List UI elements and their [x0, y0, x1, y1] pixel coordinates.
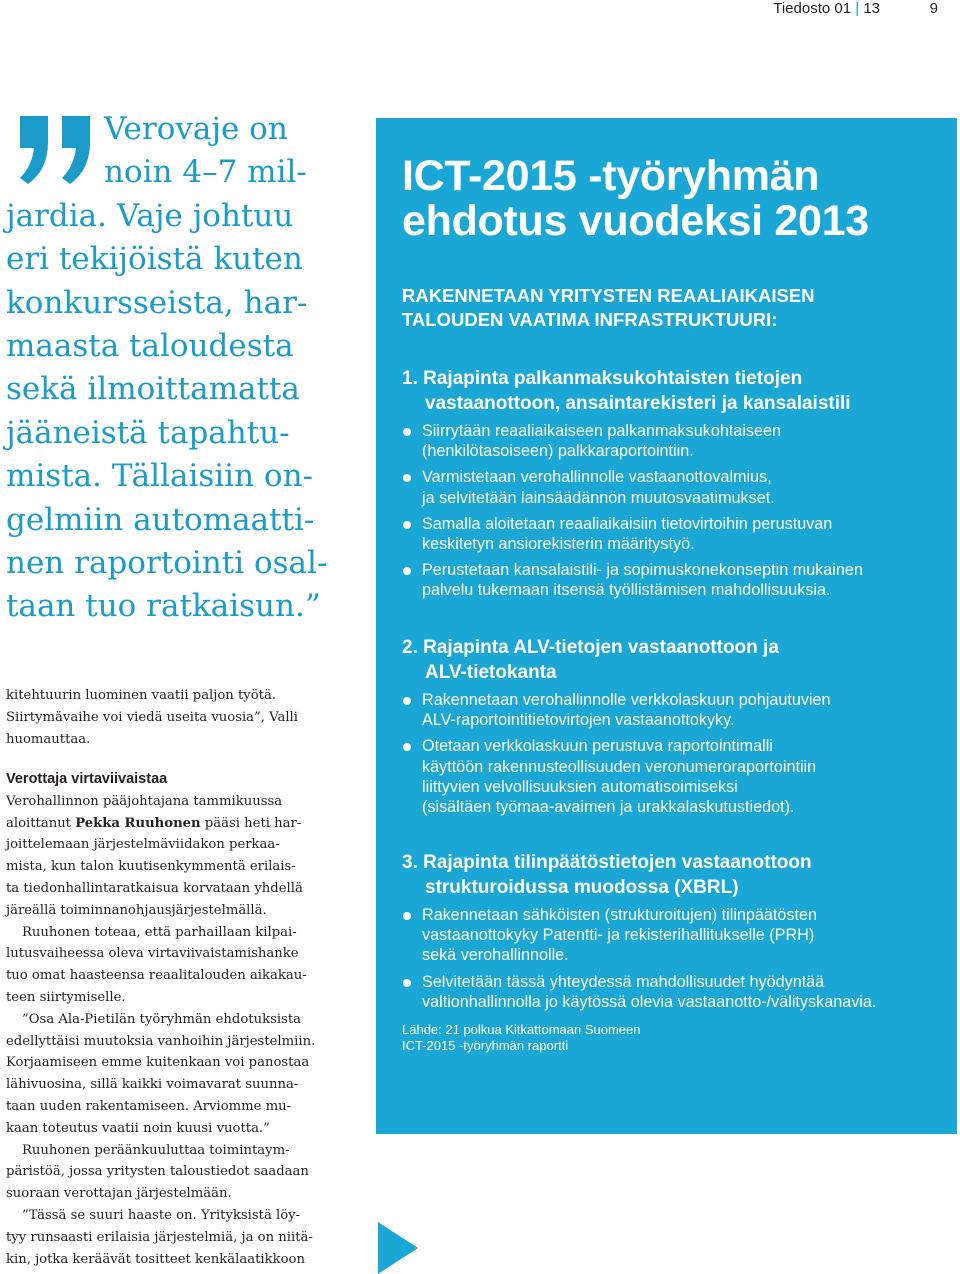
pull-quote-line: konkursseista, har-	[6, 284, 308, 321]
bullet-dot-icon	[403, 912, 411, 920]
bullet-line: Selvitetään tässä yhteydessä mahdollisuudet hyödyntää	[422, 972, 825, 991]
pull-quote-line: eri tekijöistä kuten	[6, 241, 303, 278]
bullet-line: liittyvien velvollisuuksien automatisoimiseksi	[422, 777, 738, 796]
pull-quote-line: maasta taloudesta	[6, 328, 294, 365]
section-heading-line: 1. Rajapinta palkanmaksukohtaisten tietojen	[402, 368, 803, 389]
section-heading-line: 3. Rajapinta tilinpäätöstietojen vastaanottoon	[402, 852, 812, 873]
bullet-line: käyttöön rakennusteollisuuden veronumeroraportointiin	[422, 757, 817, 776]
bullet-item	[402, 467, 952, 507]
proposal-section-3	[402, 850, 952, 1018]
pull-quote-line: sekä ilmoittamatta	[6, 371, 300, 408]
publication-issue: Tiedosto 01 | 13	[773, 0, 880, 17]
bullet-line: Otetaan verkkolaskuun perustuva raportointimalli	[422, 737, 773, 756]
proposal-section-2	[402, 635, 952, 823]
bullet-item	[402, 972, 952, 1012]
article-line: Ruuhonen toteaa, että parhaillaan kilpai-	[22, 924, 297, 940]
bullet-item	[402, 514, 952, 554]
bullet-line: (sisältäen työmaa-avaimen ja urakkalaskutustiedot).	[422, 798, 795, 817]
section-heading-line: strukturoidussa muodossa (XBRL)	[425, 877, 739, 898]
bullet-line: Varmistetaan verohallinnolle vastaanottovalmius,	[422, 468, 772, 487]
bullet-dot-icon	[403, 521, 411, 529]
bullet-item	[402, 560, 952, 600]
bullet-line: Siirrytään reaaliaikaiseen palkanmaksukohtaiseen	[422, 422, 782, 440]
article-line: ”Tässä se suuri haaste on. Yrityksistä löy-	[22, 1207, 301, 1223]
bullet-line: Rakennetaan verohallinnolle verkkolaskuun pohjautuvien	[422, 691, 831, 709]
subheading: Verottaja virtaviivaistaa	[6, 771, 168, 787]
article-line: Korjaamiseen emme kuitenkaan voi panostaa	[6, 1055, 310, 1071]
article-line: tyy runsaasti erilaisia järjestelmiä, ja on niitä-	[6, 1229, 313, 1245]
box-title: ICT-2015 -työryhmän ehdotus vuodeksi 2013	[402, 152, 869, 245]
bullet-line: valtionhallinnolla jo käytössä olevia vastaanotto-/välityskanavia.	[422, 992, 877, 1011]
article-body	[6, 791, 316, 1271]
play-arrow-icon	[378, 1222, 418, 1274]
bullet-line: vastaanottokyky Patentti- ja rekisterihallitukselle (PRH)	[422, 926, 815, 945]
pull-quote-line: Verovaje on	[104, 111, 288, 147]
box-subtitle: RAKENNETAAN YRITYSTEN REAALIAIKAISEN TALOUDEN VAATIMA INFRASTRUKTUURI:	[402, 285, 815, 330]
pull-quote-line: jääneistä tapahtu-	[6, 414, 290, 451]
article-line: lähivuosina, sillä kaikki voimavarat suunna-	[6, 1077, 299, 1093]
article-line: joittelemaan järjestelmäviidakon perkaa-	[6, 837, 280, 853]
article-line: lutusvaiheessa oleva virtaviivaistamishanke	[6, 946, 299, 962]
bullet-dot-icon	[403, 428, 411, 436]
bullet-line: sekä verohallinnolle.	[422, 946, 569, 965]
article-line: Siirtymävaihe voi viedä useita vuosia”, Valli	[6, 709, 298, 725]
bullet-line: palvelu tukemaan itsensä työllistämisen mahdollisuuksia.	[422, 581, 831, 600]
article-line: Ruuhonen peräänkuuluttaa toimintaym-	[22, 1142, 290, 1158]
pull-quote-line: mista. Tällaisiin on-	[6, 458, 314, 495]
section-heading-line: ALV-tietokanta	[425, 662, 557, 683]
article-line: mista, kun talon kuutisenkymmentä erilais-	[6, 859, 296, 875]
article-line: kitehtuurin luominen vaatii paljon työtä.	[6, 688, 277, 703]
bullet-item	[402, 905, 952, 966]
bullet-line: Perustetaan kansalaistili- ja sopimuskonekonseptin mukainen	[422, 561, 863, 580]
article-line: Verohallinnon pääjohtajana tammikuussa	[6, 793, 283, 809]
bullet-list	[402, 905, 952, 1012]
article-line: suoraan verottajan järjestelmään.	[6, 1186, 232, 1202]
section-heading	[402, 850, 952, 900]
bullet-line: Samalla aloitetaan reaaliaikaisiin tietovirtoihin perustuvan	[422, 514, 833, 533]
bullet-dot-icon	[403, 474, 411, 482]
bullet-dot-icon	[403, 697, 411, 705]
bullet-list	[402, 421, 952, 601]
article-line: edellyttäisi muutoksia vanhoihin järjestelmiin.	[6, 1033, 316, 1049]
article-line: taan uuden rakentamiseen. Arviomme mu-	[6, 1098, 292, 1114]
pull-quote-line: noin 4–7 mil-	[104, 154, 307, 191]
article-line: tuo omat haasteensa reaalitalouden aikakau-	[6, 968, 307, 984]
pull-quote-line: nen raportointi osal-	[6, 545, 328, 582]
article-line: päristöä, jossa yritysten taloustiedot saadaan	[6, 1164, 309, 1180]
pull-quote	[6, 108, 328, 629]
bullet-item	[402, 421, 952, 461]
pull-quote-line: gelmiin automaatti-	[6, 501, 315, 538]
article-line: ta tiedonhallintaratkaisua korvataan yhdellä	[6, 880, 303, 896]
article-line: kaan toteutus vaatii noin kuusi vuotta.”	[6, 1120, 270, 1136]
section-heading-line: 2. Rajapinta ALV-tietojen vastaanottoon ja	[402, 637, 779, 658]
source-note: Lähde: 21 polkua Kitkattomaan Suomeen ICT-2015 -työryhmän raportti	[402, 1022, 641, 1053]
section-heading	[402, 366, 952, 416]
ict-proposal-box	[376, 118, 957, 1134]
section-heading	[402, 635, 952, 685]
bullet-dot-icon	[403, 743, 411, 751]
bullet-dot-icon	[403, 567, 411, 575]
page-number: 9	[929, 0, 938, 17]
bullet-line: Rakennetaan sähköisten (strukturoitujen) tilinpäätösten	[422, 906, 818, 924]
proposal-section-1	[402, 366, 952, 607]
person-name: Pekka Ruuhonen	[75, 815, 201, 831]
article-line: teen siirtymiselle.	[6, 989, 126, 1005]
pull-quote-line: taan tuo ratkaisun.”	[6, 588, 321, 625]
article-line: järeällä toiminnanohjausjärjestelmällä.	[6, 902, 267, 918]
bullet-dot-icon	[403, 979, 411, 987]
bullet-line: ALV-raportointitietovirtojen vastaanottokyky.	[422, 711, 735, 730]
article-text-top	[6, 685, 302, 750]
bullet-item	[402, 690, 952, 730]
article-section	[6, 769, 316, 1270]
article-line: kin, jotka keräävät tositteet kenkälaatikkoon	[6, 1251, 305, 1267]
article-line: aloittanut Pekka Ruuhonen pääsi heti har-	[6, 815, 302, 831]
bullet-list	[402, 690, 952, 817]
section-heading-line: vastaanottoon, ansaintarekisteri ja kansalaistili	[425, 393, 851, 414]
bullet-line: ja selvitetään lainsäädännön muutosvaatimukset.	[422, 488, 775, 507]
bullet-line: (henkilötasoiseen) palkkaraportointiin.	[422, 442, 694, 461]
article-line: huomauttaa.	[6, 731, 91, 747]
bullet-line: keskitetyn ansiorekisterin määritystyö.	[422, 535, 695, 554]
article-line: ”Osa Ala-Pietilän työryhmän ehdotuksista	[22, 1011, 301, 1027]
bullet-item	[402, 736, 952, 817]
pull-quote-line: jardia. Vaje johtuu	[6, 197, 294, 234]
